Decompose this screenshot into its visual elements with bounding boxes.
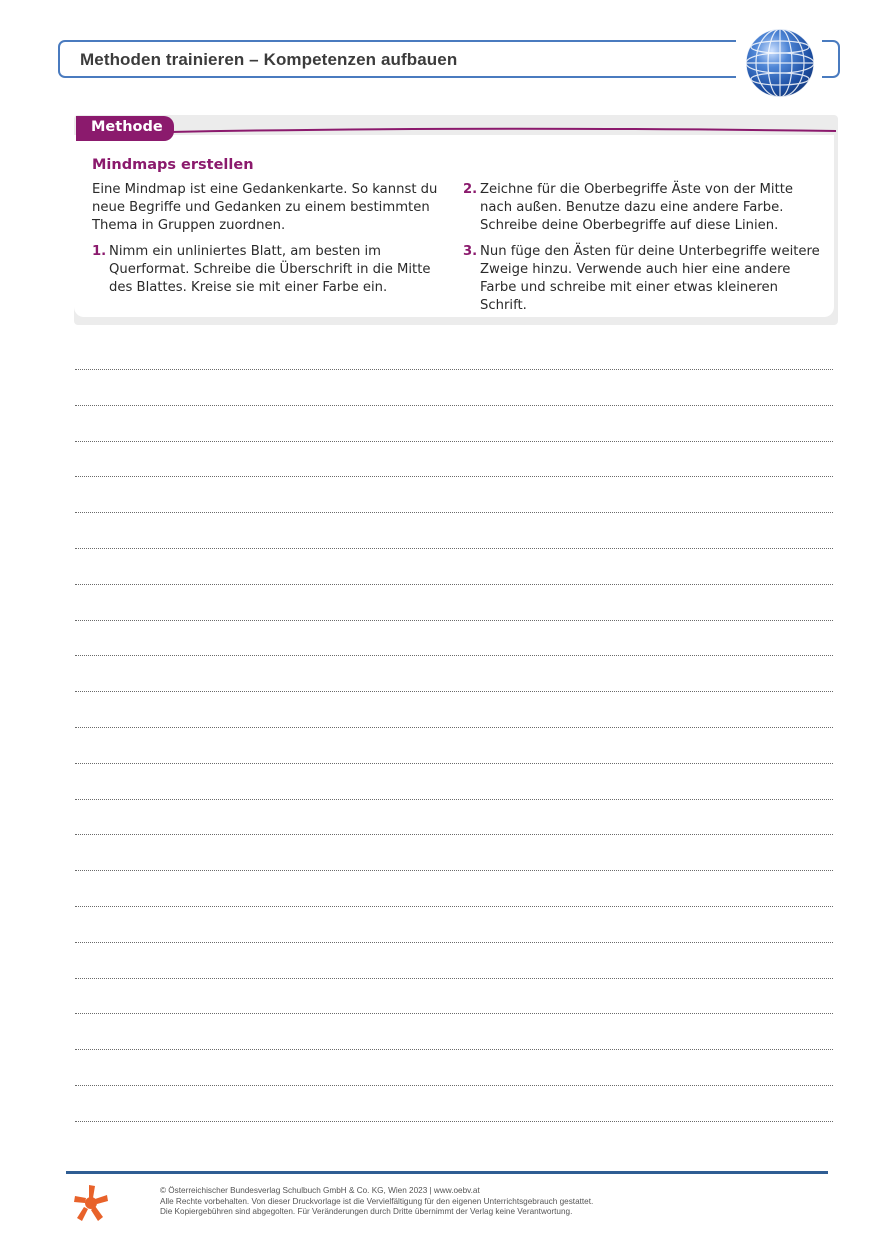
step-text: Zeichne für die Oberbegriffe Äste von der Mitte nach außen. Benutze dazu eine andere Farbe. Schreibe deine Oberbegriffe auf diese Linien. (480, 182, 794, 233)
writing-line[interactable] (75, 405, 833, 441)
writing-line[interactable] (75, 691, 833, 727)
writing-line[interactable] (75, 834, 833, 870)
writing-line[interactable] (75, 655, 833, 691)
footer-copyright (160, 1186, 593, 1218)
footer-line-2: Alle Rechte vorbehalten. Von dieser Druckvorlage ist die Vervielfältigung für den eigenen Unterrichtsgebrauch gestattet. (160, 1196, 594, 1206)
writing-line[interactable] (75, 763, 833, 799)
footer-rule (66, 1171, 828, 1174)
footer-line-1: © Österreichischer Bundesverlag Schulbuch GmbH & Co. KG, Wien 2023 | www.oebv.at (160, 1186, 480, 1195)
globe-icon (744, 27, 816, 99)
writing-line[interactable] (75, 476, 833, 512)
writing-line[interactable] (75, 441, 833, 477)
step-text: Nun füge den Ästen für deine Unterbegriffe weitere Zweige hinzu. Verwende auch hier eine andere Farbe und schreibe mit einer etwas kleineren Schrift. (480, 244, 820, 313)
step-number: 3. (463, 244, 478, 259)
footer-line-3: Die Kopiergebühren sind abgegolten. Für Veränderungen durch Dritte übernimmt der Verlag keine Verantwortung. (160, 1207, 573, 1216)
writing-line[interactable] (75, 620, 833, 656)
writing-line[interactable] (75, 512, 833, 548)
writing-line[interactable] (75, 799, 833, 835)
writing-line[interactable] (75, 727, 833, 763)
oebv-star-logo-icon (72, 1183, 110, 1223)
writing-line[interactable] (75, 906, 833, 942)
writing-line[interactable] (75, 942, 833, 978)
method-tab (76, 116, 174, 141)
writing-line[interactable] (75, 1013, 833, 1049)
method-step-3 (463, 243, 823, 315)
method-step-2 (463, 181, 823, 235)
page-header (58, 40, 840, 78)
writing-line[interactable] (75, 1049, 833, 1085)
writing-line[interactable] (75, 978, 833, 1014)
method-intro: Eine Mindmap ist eine Gedankenkarte. So kannst du neue Begriffe und Gedanken zu einem bestimmten Thema in Gruppen zuordnen. (92, 182, 438, 233)
writing-line[interactable] (75, 584, 833, 620)
method-tab-label: Methode (91, 119, 163, 135)
step-number: 2. (463, 182, 478, 197)
method-left-column (92, 181, 442, 305)
page-title: Methoden trainieren – Kompetenzen aufbauen (80, 50, 458, 69)
step-text: Nimm ein unliniertes Blatt, am besten im Querformat. Schreibe die Überschrift in die Mitte des Blattes. Kreise sie mit einer Farbe ein. (109, 244, 431, 295)
writing-line[interactable] (75, 548, 833, 584)
writing-line[interactable] (75, 870, 833, 906)
writing-line[interactable] (75, 369, 833, 405)
method-step-1 (92, 243, 442, 297)
method-heading: Mindmaps erstellen (92, 157, 254, 173)
step-number: 1. (92, 244, 107, 259)
method-divider-line (170, 124, 836, 138)
writing-lines-area[interactable] (75, 369, 833, 1157)
method-right-column (463, 181, 823, 323)
writing-line[interactable] (75, 1085, 833, 1121)
writing-line[interactable] (75, 1121, 833, 1157)
